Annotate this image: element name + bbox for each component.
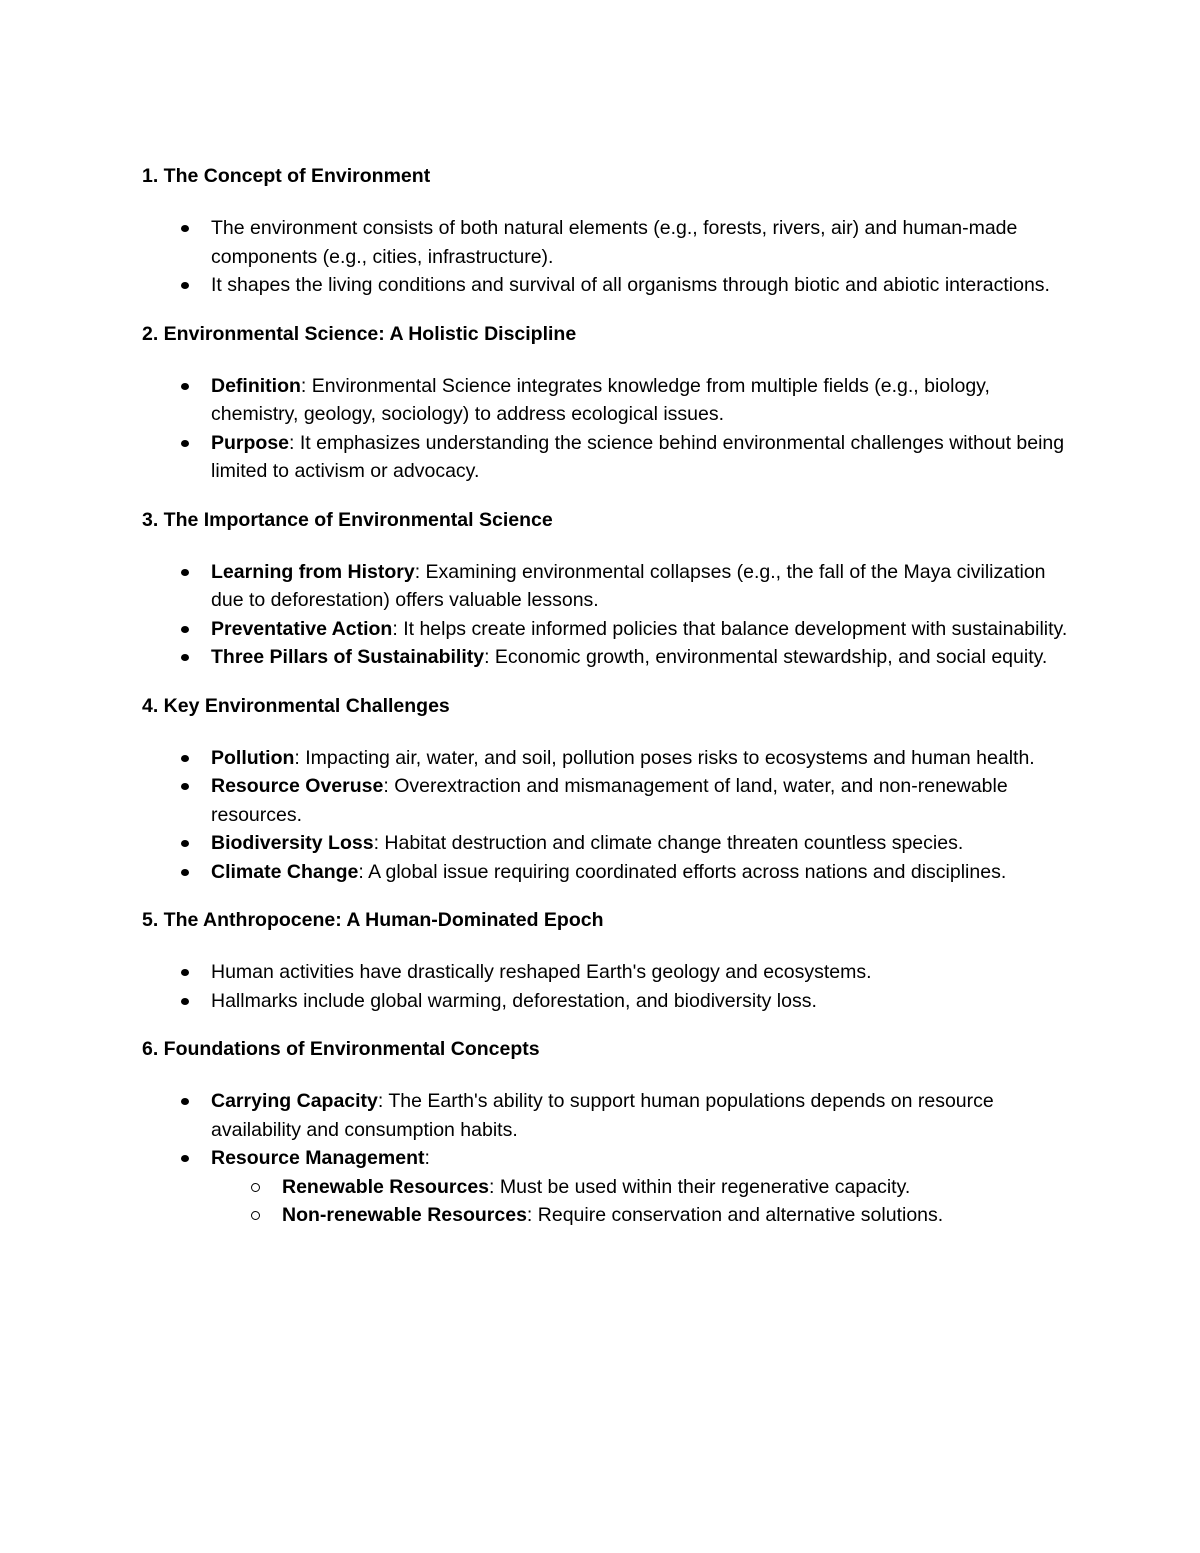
item-text: Economic growth, environmental stewardship, and social equity. [494,646,1048,668]
list-item [142,1087,1072,1144]
item-text: The environment consists of both natural elements (e.g., forests, rivers, air) and human-made components (e.g., cities, infrastructure). [211,217,1018,268]
bullet-icon [181,569,189,576]
item-text: Habitat destruction and climate change threaten countless species. [384,832,964,854]
item-separator: : [424,1147,430,1169]
list-item [142,958,1072,987]
document-page [142,162,1072,1250]
item-separator: : [526,1204,538,1226]
sub-list-item [142,1173,1072,1202]
item-term: Renewable Resources [282,1175,490,1198]
item-term: Preventative Action [211,617,393,640]
hollow-bullet-icon [251,1183,260,1192]
item-text: Examining environmental collapses (e.g., the fall of the Maya civilization due to deforestation) offers valuable lessons. [211,560,1046,611]
item-separator: : [300,374,312,397]
list-item [142,429,1072,486]
section-heading: 5. The Anthropocene: A Human-Dominated Epoch [142,909,604,931]
item-separator: : [383,775,395,797]
item-separator: : [358,860,369,883]
section-concept-of-environment [142,162,1072,300]
item-separator: : [484,646,495,668]
list-item [142,744,1072,773]
item-term: Definition [211,374,301,397]
bullet-icon [181,783,189,790]
item-text: Require conservation and alternative solutions. [537,1204,944,1226]
bullet-icon [181,1098,189,1105]
item-text: It emphasizes understanding the science behind environmental challenges without being limited to activism or advocacy. [211,431,1065,482]
item-text: The Earth's ability to support human populations depends on resource availability and consumption habits. [211,1090,994,1141]
list-item [142,214,1072,271]
section-foundations [142,1035,1072,1230]
list-item [142,829,1072,858]
bullet-list [142,558,1072,672]
bullet-icon [181,1155,189,1162]
bullet-icon [181,282,189,289]
item-term: Resource Management [211,1147,425,1169]
hollow-bullet-icon [251,1211,260,1220]
bullet-list [142,958,1072,1015]
bullet-icon [181,998,189,1005]
item-term: Pollution [211,746,295,769]
item-term: Biodiversity Loss [211,832,374,854]
bullet-icon [181,840,189,847]
list-item [142,772,1072,829]
item-term: Carrying Capacity [211,1090,378,1112]
bullet-icon [181,383,189,390]
bullet-icon [181,225,189,232]
bullet-list [142,372,1072,486]
item-separator: : [489,1175,500,1198]
list-item [142,372,1072,429]
list-item [142,271,1072,300]
item-separator: : [289,431,300,454]
item-term: Climate Change [211,860,359,883]
item-text: Hallmarks include global warming, deforestation, and biodiversity loss. [211,989,817,1012]
item-term: Non-renewable Resources [282,1204,527,1226]
section-environmental-science [142,320,1072,486]
item-term: Learning from History [211,560,415,583]
section-anthropocene [142,906,1072,1015]
bullet-icon [181,626,189,633]
item-text: Impacting air, water, and soil, pollution poses risks to ecosystems and human health. [305,746,1035,769]
item-text: Human activities have drastically reshaped Earth's geology and ecosystems. [211,961,872,983]
section-key-challenges [142,692,1072,887]
item-text: Overextraction and mismanagement of land, water, and non-renewable resources. [211,775,1008,826]
section-heading: 2. Environmental Science: A Holistic Discipline [142,322,577,345]
item-separator: : [377,1090,389,1112]
sub-bullet-list [211,1173,1072,1230]
list-item [142,987,1072,1016]
section-heading: 6. Foundations of Environmental Concepts [142,1038,540,1060]
sub-list-item [142,1201,1072,1230]
bullet-icon [181,654,189,661]
section-heading: 3. The Importance of Environmental Science [142,508,553,531]
bullet-icon [181,869,189,876]
list-item [142,558,1072,615]
list-item [142,643,1072,672]
item-separator: : [373,832,385,854]
item-text: It helps create informed policies that balance development with sustainability. [403,617,1068,640]
section-heading: 1. The Concept of Environment [142,165,431,187]
list-item [142,1144,1072,1230]
item-separator: : [414,560,426,583]
bullet-list [142,1087,1072,1230]
item-text: Environmental Science integrates knowledge from multiple fields (e.g., biology, chemistry, geology, sociology) to address ecological issues. [211,374,990,425]
section-importance [142,506,1072,672]
bullet-list [142,744,1072,887]
item-separator: : [294,746,306,769]
section-heading: 4. Key Environmental Challenges [142,694,450,717]
item-separator: : [392,617,404,640]
list-item [142,615,1072,644]
item-term: Purpose [211,431,290,454]
bullet-icon [181,440,189,447]
list-item [142,858,1072,887]
bullet-icon [181,755,189,762]
item-term: Resource Overuse [211,775,384,797]
item-text: A global issue requiring coordinated efforts across nations and disciplines. [368,860,1007,883]
item-term: Three Pillars of Sustainability [211,646,485,668]
bullet-list [142,214,1072,300]
item-text: It shapes the living conditions and survival of all organisms through biotic and abiotic interactions. [211,274,1050,296]
item-text: Must be used within their regenerative capacity. [499,1175,911,1198]
bullet-icon [181,969,189,976]
